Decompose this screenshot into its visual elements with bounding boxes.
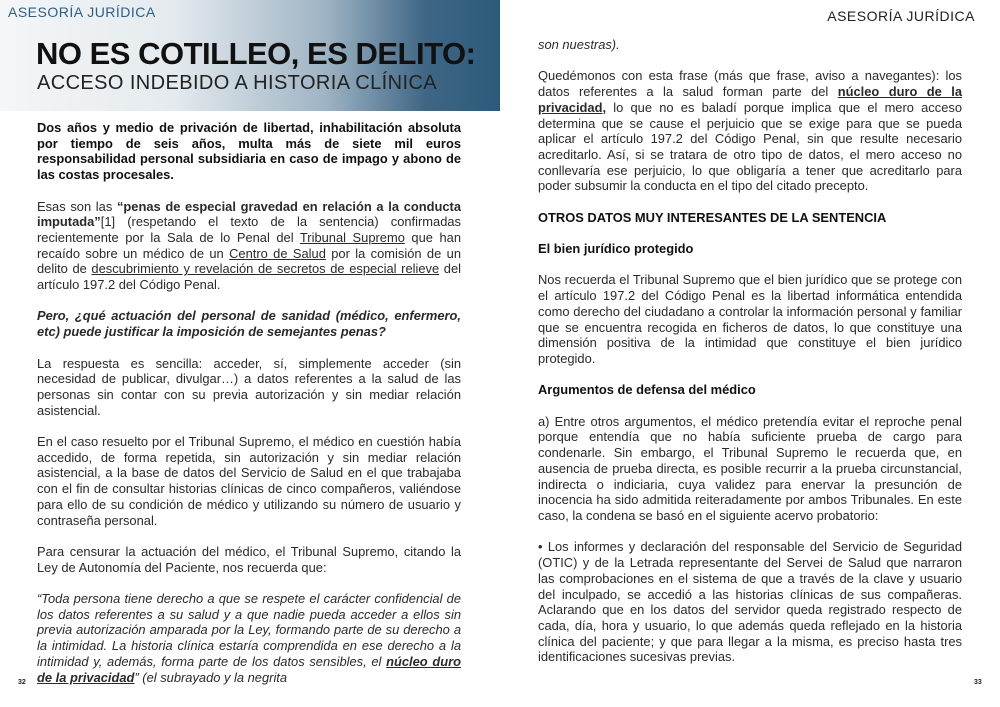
link-tribunal-supremo[interactable]: Tribunal Supremo — [299, 229, 405, 245]
paragraph: En el caso resuelto por el Tribunal Supremo, el médico en cuestión había accedido, de forma repetida, sin autorización y sin mediar relación asistencial, a la base de datos del Servicio de Salud en el que trabajaba con el fin de consultar historias clínicas de cinco compañeros, valiéndose para ello de su condición de médico y utilizando su número de usuario y contraseña personal. — [37, 434, 461, 528]
emphasis-nucleo: núcleo duro de la privacidad, — [538, 84, 962, 115]
article-subtitle: ACCESO INDEBIDO A HISTORIA CLÍNICA — [37, 72, 437, 94]
text-run: “Toda persona tiene derecho a que se respete el carácter confidencial de los datos referentes a su salud y a que nadie pueda acceder a ellos sin previa autorización amparada por la Ley, formando parte de su derecho a la intimidad. La historia clínica estaría comprendida en ese derecho a la intimidad y, además, forma parte de los datos sensibles, el — [37, 591, 461, 669]
text-run: Esas son las — [37, 198, 117, 214]
subsection-heading: Argumentos de defensa del médico — [538, 382, 756, 398]
continued-text: son nuestras). — [538, 37, 620, 52]
text-run: lo que no es baladí porque implica que el mero acceso determina que se cause el perjuicio que se exige para que se pueda aplicar el artículo 197.2 del Código Penal, sin que resulte necesario acreditarlo. Así, si se tratara de otro tipo de datos, el mero acceso no conllevaría ese perjuicio, lo que obligaría a tener que acreditarlo para poder subsumir la conducta en el tipo del citado precepto. — [538, 99, 962, 194]
section-label: ASESORÍA JURÍDICA — [827, 8, 975, 24]
paragraph — [37, 199, 461, 293]
text-run: del artículo 197.2 del Código Penal. — [37, 261, 461, 293]
page-number: 32 — [18, 679, 26, 686]
lead-paragraph: Dos años y medio de privación de libertad, inhabilitación absoluta por tiempo de seis años, multa más de siete mil euros responsabilidad personal subsidiaria en caso de impago y abono de las costas procesales. — [37, 120, 461, 183]
text-run: por la comisión de un delito de — [37, 245, 461, 277]
section-heading: OTROS DATOS MUY INTERESANTES DE LA SENTENCIA — [538, 209, 887, 225]
bullet-paragraph: • Los informes y declaración del responsable del Servicio de Seguridad (OTIC) y de la Letrada representante del Servei de Salud que narraron las comprobaciones en el sistema de que a través de la clave y usuario del inculpado, se accedió a las historias clínicas de sus compañeras. Aclarando que en los datos del servidor queda registrado respecto de cada, día, hora y usuario, lo que además queda reflejado en la historia clínica del paciente; y que para llegar a la misma, es preciso hasta tres identificaciones sucesivas previas. — [538, 539, 962, 665]
article-title: NO ES COTILLEO, ES DELITO: — [36, 36, 476, 71]
right-column — [538, 37, 962, 681]
paragraph: Para censurar la actuación del médico, el Tribunal Supremo, citando la Ley de Autonomía del Paciente, nos recuerda que: — [37, 543, 461, 575]
paragraph: La respuesta es sencilla: acceder, sí, simplemente acceder (sin necesidad de publicar, divulgar…) a datos referentes a la salud de las personas sin contar con su previa autorización y sin mediar relación asistencial. — [37, 355, 461, 418]
paragraph: a) Entre otros argumentos, el médico pretendía evitar el reproche penal porque entendía que no había suficiente prueba de cargo para condenarle. Sin embargo, el Tribunal Supremo le recuerda que, en ausencia de prueba directa, es posible recurrir a la prueba circunstancial, indirecta o indiciaria, cuya validez para enervar la presunción de inocencia ha sido admitida reiteradamente por ambos Tribunales. En este caso, la condena se basó en el siguiente acervo probatorio: — [538, 413, 962, 523]
text-run: que han recaído sobre un médico de un — [37, 229, 461, 261]
text-run: Quedémonos con esta frase (más que frase, aviso a navegantes): los datos referentes a la salud forman parte del — [538, 68, 962, 100]
link-centro-de-salud[interactable]: Centro de Salud — [229, 245, 326, 261]
section-label: ASESORÍA JURÍDICA — [8, 4, 156, 20]
subsection-heading: El bien jurídico protegido — [538, 241, 694, 257]
paragraph: Nos recuerda el Tribunal Supremo que el bien jurídico que se protege con el artículo 197.2 del Código Penal es la libertad informática entendida como derecho del ciudadano a controlar la información personal y familiar que se encuentra recogida en ficheros de datos, lo que constituye una dimensión positiva de la intimidad que constituye el bien jurídico protegido. — [538, 272, 962, 366]
emphasis-quote: “penas de especial gravedad en relación a la conducta imputada” — [37, 198, 461, 230]
text-run: [1] (respetando el texto de la sentencia) confirmadas recientemente por la Sala de lo Penal del — [37, 214, 461, 245]
right-page — [500, 0, 1000, 707]
emphasis-nucleo: núcleo duro de la privacidad — [37, 653, 462, 685]
link-delito[interactable]: descubrimiento y revelación de secretos de especial relieve — [91, 261, 440, 277]
left-column — [37, 120, 461, 701]
title-banner — [0, 0, 500, 111]
paragraph — [538, 68, 962, 194]
text-run: ” (el subrayado y la negrita — [134, 669, 288, 685]
page-number: 33 — [974, 679, 982, 686]
quote-paragraph — [37, 591, 461, 685]
question-paragraph: Pero, ¿qué actuación del personal de sanidad (médico, enfermero, etc) puede justificar la imposición de semejantes penas? — [37, 308, 461, 340]
